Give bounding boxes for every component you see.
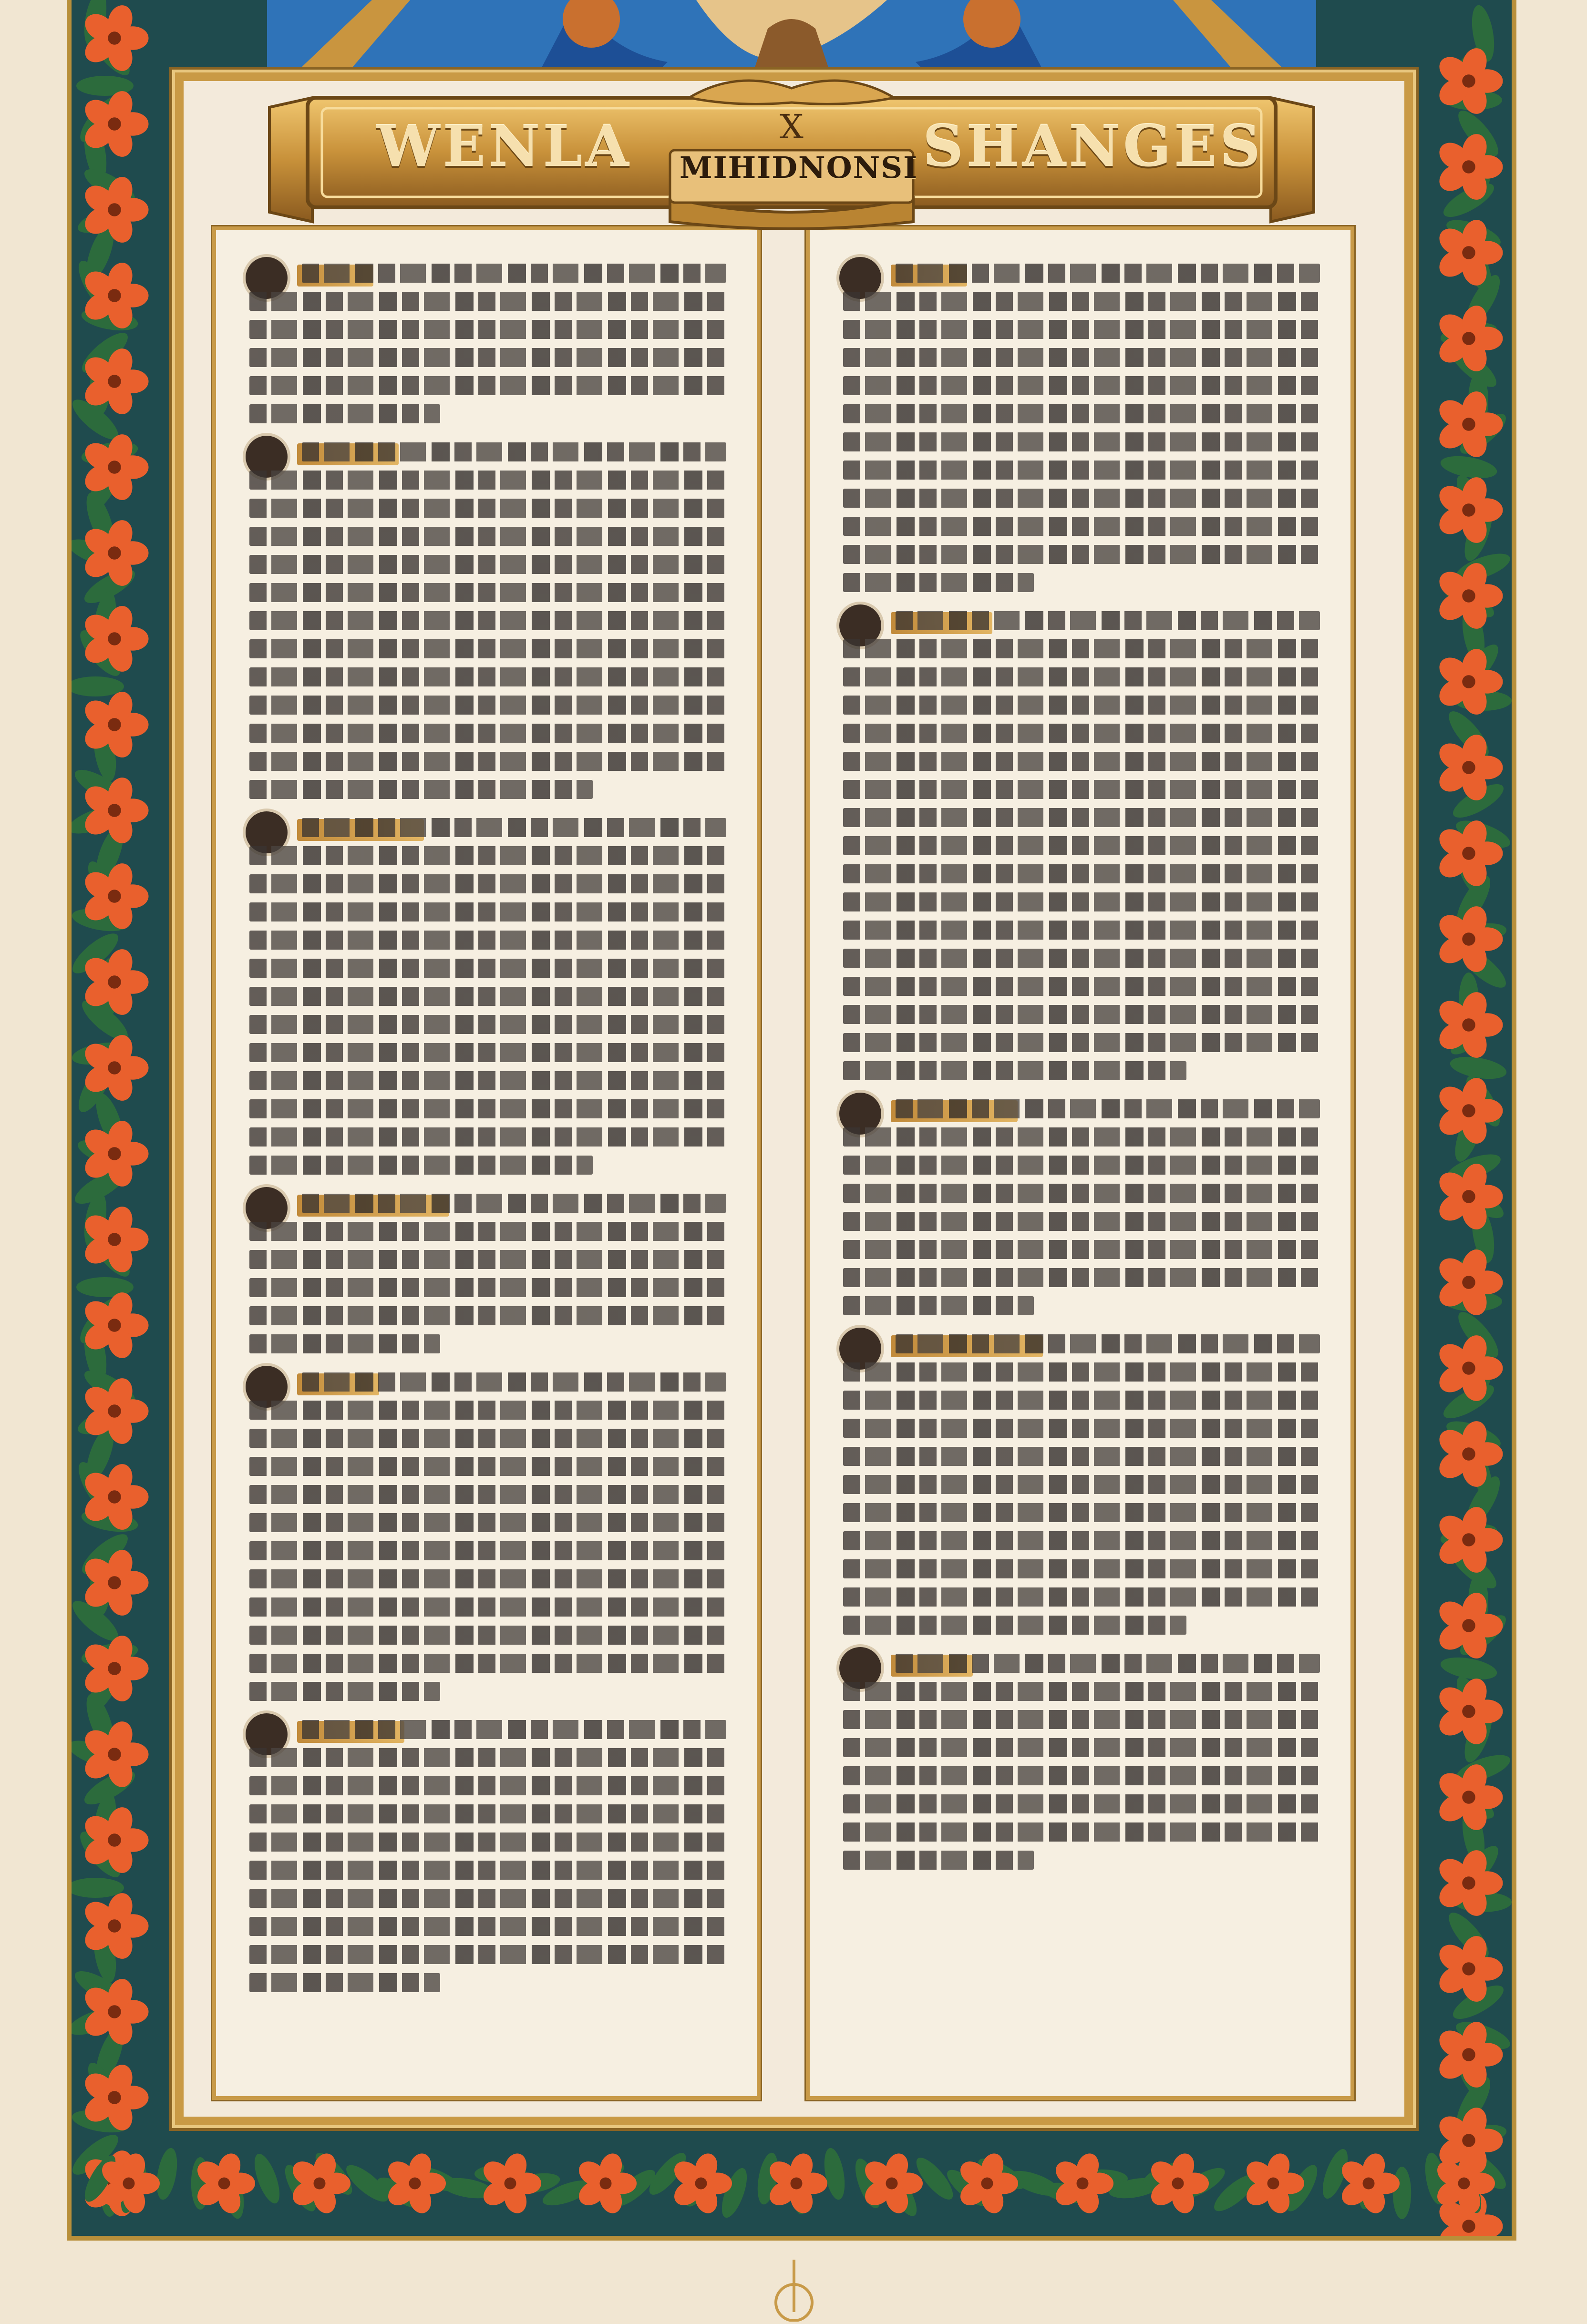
text-line (249, 1569, 726, 1588)
text-line (249, 348, 726, 367)
text-line (843, 1851, 1034, 1870)
text-line (249, 1945, 726, 1964)
text-line (249, 780, 593, 799)
text-line (249, 1917, 726, 1936)
text-block (843, 1334, 1320, 1635)
banner-title-middle: MIHIDNONSI (680, 150, 918, 185)
text-line (249, 639, 726, 658)
text-line (249, 1127, 726, 1147)
text-line (249, 583, 726, 602)
text-line (249, 987, 726, 1006)
text-line (843, 808, 1320, 827)
text-line (843, 545, 1320, 564)
text-block (249, 1194, 726, 1353)
text-line (843, 667, 1320, 686)
text-line (843, 461, 1320, 480)
text-line (843, 320, 1320, 339)
text-line (249, 696, 726, 715)
text-line (249, 1250, 726, 1269)
text-line (249, 1485, 726, 1504)
text-line (843, 780, 1320, 799)
text-line (843, 1061, 1186, 1080)
text-line (249, 724, 726, 743)
text-column-right-content (843, 264, 1320, 1889)
text-line (302, 1720, 726, 1739)
text-line (843, 1033, 1320, 1052)
text-line (843, 1682, 1320, 1701)
text-line (843, 1766, 1320, 1785)
text-line (249, 959, 726, 978)
text-line (843, 1503, 1320, 1522)
text-line (249, 1043, 726, 1062)
text-line (843, 1587, 1320, 1607)
text-line (843, 1005, 1320, 1024)
text-block (249, 264, 726, 423)
text-block (249, 1372, 726, 1701)
text-line (249, 1541, 726, 1560)
text-line (249, 1861, 726, 1880)
text-line (843, 1362, 1320, 1382)
text-line (249, 667, 726, 686)
text-line (249, 1973, 440, 1992)
text-line (249, 1222, 726, 1241)
text-line (843, 864, 1320, 883)
text-block (843, 264, 1320, 592)
text-line (249, 1015, 726, 1034)
text-line (249, 1099, 726, 1118)
text-line (249, 527, 726, 546)
text-line (843, 921, 1320, 940)
text-line (843, 292, 1320, 311)
text-line (249, 1457, 726, 1476)
text-block (249, 1720, 726, 1992)
text-line (302, 264, 726, 283)
text-line (249, 902, 726, 921)
text-line (249, 1682, 440, 1701)
text-block (249, 442, 726, 799)
text-line (249, 1833, 726, 1852)
text-line (249, 404, 440, 423)
text-line (843, 404, 1320, 423)
text-line (843, 752, 1320, 771)
text-line (896, 1099, 1320, 1118)
text-line (249, 1071, 726, 1090)
text-line (302, 442, 726, 461)
text-line (249, 320, 726, 339)
text-line (843, 517, 1320, 536)
text-line (843, 1268, 1320, 1287)
text-line (843, 1822, 1320, 1842)
bottom-ornament-icon (758, 2250, 830, 2322)
text-line (249, 1513, 726, 1532)
text-line (843, 376, 1320, 395)
text-line (843, 348, 1320, 367)
text-line (843, 489, 1320, 508)
text-line (843, 573, 1034, 592)
text-line (249, 752, 726, 771)
text-line (843, 1616, 1186, 1635)
text-line (249, 1776, 726, 1795)
text-line (843, 1184, 1320, 1203)
text-line (843, 1296, 1034, 1315)
text-block (249, 818, 726, 1175)
text-line (302, 1194, 726, 1213)
text-line (843, 1559, 1320, 1578)
text-line (896, 1654, 1320, 1673)
text-line (896, 1334, 1320, 1353)
text-line (249, 471, 726, 490)
text-line (843, 1794, 1320, 1813)
text-line (249, 1597, 726, 1617)
text-line (843, 1531, 1320, 1550)
text-line (249, 292, 726, 311)
text-line (843, 892, 1320, 911)
text-line (843, 1212, 1320, 1231)
text-column-left (212, 226, 761, 2100)
text-line (249, 611, 726, 630)
text-line (249, 1654, 726, 1673)
text-line (843, 696, 1320, 715)
text-line (249, 1804, 726, 1823)
text-line (249, 1334, 440, 1353)
banner-title-right: SHANGES (923, 113, 1264, 179)
text-line (249, 555, 726, 574)
text-line (249, 499, 726, 518)
text-line (249, 1429, 726, 1448)
text-line (843, 949, 1320, 968)
text-line (896, 611, 1320, 630)
title-banner (260, 79, 1323, 236)
text-column-right (806, 226, 1354, 2100)
text-line (843, 724, 1320, 743)
text-line (843, 977, 1320, 996)
text-line (249, 1748, 726, 1767)
text-column-left-content (249, 264, 726, 2011)
banner-title-left: WENLA (377, 113, 632, 179)
text-line (249, 931, 726, 950)
text-line (249, 1306, 726, 1325)
text-line (249, 1156, 593, 1175)
text-line (249, 376, 726, 395)
text-line (843, 432, 1320, 451)
text-line (843, 1127, 1320, 1147)
text-line (843, 1156, 1320, 1175)
text-line (843, 1710, 1320, 1729)
text-line (843, 836, 1320, 855)
text-line (843, 1419, 1320, 1438)
text-line (249, 1626, 726, 1645)
text-line (896, 264, 1320, 283)
text-line (843, 1447, 1320, 1466)
text-line (843, 1738, 1320, 1757)
text-line (249, 874, 726, 893)
text-block (843, 1654, 1320, 1870)
text-line (843, 1391, 1320, 1410)
text-line (843, 639, 1320, 658)
text-line (843, 1475, 1320, 1494)
text-line (302, 1372, 726, 1392)
text-block (843, 1099, 1320, 1315)
text-line (249, 1278, 726, 1297)
text-line (843, 1240, 1320, 1259)
text-line (249, 846, 726, 865)
banner-title-mark: X (780, 107, 804, 146)
text-line (302, 818, 726, 837)
text-block (843, 611, 1320, 1080)
text-line (249, 1889, 726, 1908)
text-line (249, 1401, 726, 1420)
